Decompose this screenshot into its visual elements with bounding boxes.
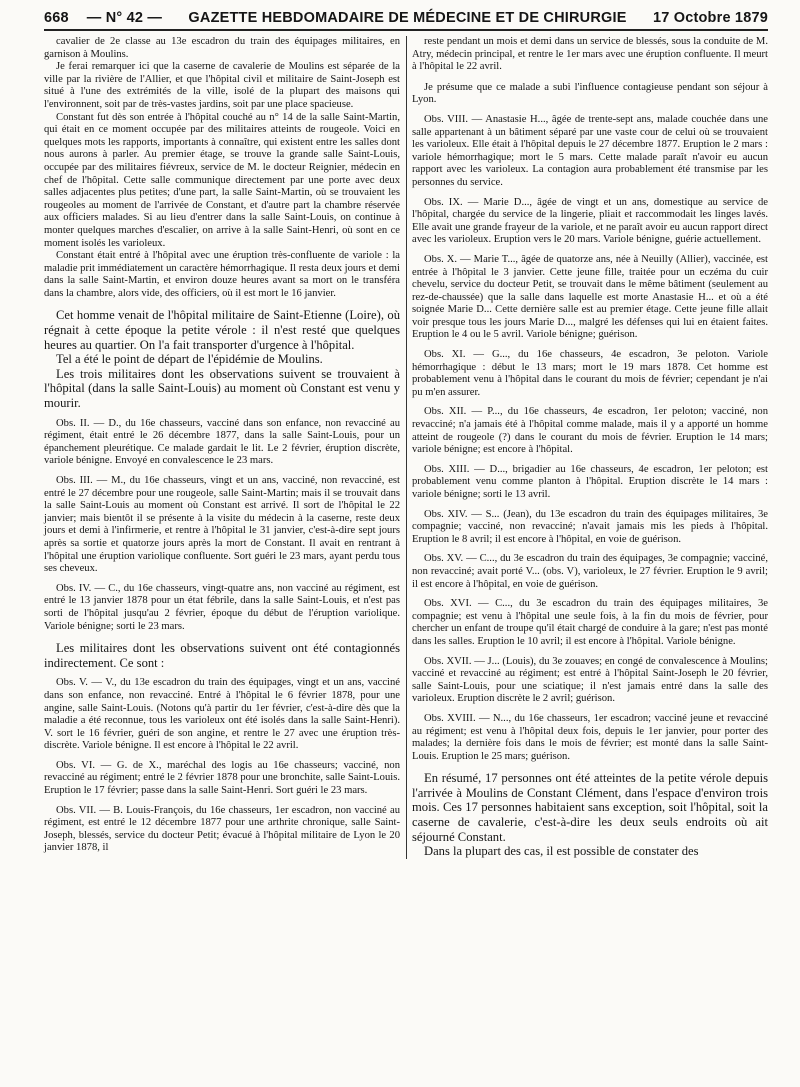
observation-paragraph: Obs. V. — V., du 13e escadron du train des équipages, vingt et un ans, vacciné dans son enfance, non revacciné. Entré à l'hôpital le 6 février 1878, pour une angine, salle Saint-Louis. (Notons qu'à partir du 1er février, c'est-à-dire dès que la maladie a été reconnue, tous les varioleux ont été isolés dans la salle Saint-Henri). V. sort le 16 février, guéri de son angine, et rentre le 27 avec une éruption très-discrète. Variole bénigne. Il est encore à l'hôpital le 22 avril. (44, 677, 400, 752)
observation-paragraph: Obs. III. — M., du 16e chasseurs, vingt et un ans, vacciné, non revacciné, est entré le 27 décembre pour une rougeole, salle Saint-Martin; mais il se trouvait dans la salle Saint-Louis au moment où Constant est arrivé. Il sort de l'hôpital le 22 janvier; mais bientôt il se présente à la visite du médecin à la caserne, reste deux jours et demi à l'infirmerie, et rentre à l'hôpital le 31 janvier, c'est-à-dire sept jours après sa sortie et quatorze jours après la mort de Constant. Il avait en rentrant à l'hôpital une éruption variolique confluente. Sort guéri le 23 mars, ayant perdu tous ses cheveux. (44, 475, 400, 575)
paragraph: Les trois militaires dont les observations suivent se trouvaient à l'hôpital (dans la salle Saint-Louis) au moment où Constant est venu y mourir. (44, 366, 400, 411)
paragraph: reste pendant un mois et demi dans un service de blessés, sous la conduite de M. Atry, médecin principal, et rentre le 1er mars avec une éruption confluente. Il meurt à l'hôpital le 22 avril. (412, 36, 768, 73)
paragraph: Dans la plupart des cas, il est possible de constater des (424, 844, 699, 859)
observation-paragraph: Obs. XVII. — J... (Louis), du 3e zouaves; en congé de convalescence à Moulins; vacciné et revacciné au régiment; est entré à l'hôpital Saint-Joseph le 20 février, salle Saint-Louis, pour une sciatique; il n'est jamais entré dans la salle des varioleux. Eruption discrète le 2 avril; guérison. (412, 655, 768, 705)
observation-paragraph: Obs. X. — Marie T..., âgée de quatorze ans, née à Neuilly (Allier), vaccinée, est entrée à l'hôpital le 3 janvier. Cette jeune fille, traitée pour un eczéma du cuir chevelu, service du docteur Petit, se trouvait dans le même bâtiment (seulement au rez-de-chaussée) que la salle dans laquelle est morte Anastasie H... et où a été soignée Marie D... Cette dernière salle est au premier étage. Cette jeune fille allait voir presque tous les jours Marie D..., malgré les défenses qui lui en étaient faites. Eruption le 4 ou le 5 avril. Variole bénigne; guérison. (412, 253, 768, 341)
observation-paragraph: Obs. XVIII. — N..., du 16e chasseurs, 1er escadron; vacciné jeune et revacciné au régiment; est venu à l'hôpital deux fois, depuis le 1er janvier, pour porter des malades; la dernière fois dans le mois de février; est monté dans la salle Saint-Louis. Eruption le 25 mars; guérison. (412, 712, 768, 762)
paragraph: Les militaires dont les observations suivent ont été contagionnés indirectement. Ce sont : (44, 641, 400, 670)
article-columns (44, 36, 768, 859)
paragraph: Constant fut dès son entrée à l'hôpital couché au n° 14 de la salle Saint-Martin, qui était en ce moment occupée par des militaires atteints de rougeole. Voici en quelques mots les rapports, importants à connaître, qui existent entre les salles dont nous aurons à parler. Au premier étage, se trouve la grande salle Saint-Louis, occupée par des militaires fiévreux, service de M. le docteur Reignier, médecin en chef de l'hôpital. Cette salle communique directement par une porte avec deux salles adjacentes plus petites; d'une part, la salle Saint-Martin, où se trouvaient les rougeoles au moment de l'arrivée de Constant, et d'autre part la chambre réservée aux officiers malades. Si au lieu d'entrer dans la salle Saint-Louis, on continue à monter quelques marches d'escalier, on arrive à la salle Saint-Henri, où sont en ce moment isolés les varioleux. (44, 111, 400, 249)
observation-paragraph: Obs. XIV. — S... (Jean), du 13e escadron du train des équipages militaires, 3e compagnie; vacciné, non revacciné; n'avait jamais mis les pieds à l'hôpital. Eruption le 8 avril; il est encore à l'hôpital, en voie de guérison. (412, 508, 768, 545)
paragraph: Je ferai remarquer ici que la caserne de cavalerie de Moulins est séparée de la ville par la rivière de l'Allier, et que l'hôpital civil et militaire de Saint-Joseph est situé à l'une des extrémités de la ville, isolé de la plupart des maisons qui l'environnent, soit par de très-vastes jardins, soit par une place spacieuse. (44, 61, 400, 110)
observation-paragraph: Obs. XII. — P..., du 16e chasseurs, 4e escadron, 1er peloton; vacciné, non revacciné; n'a jamais été à l'hôpital comme malade, mais il y a apporté un homme atteint de rougeole (?) dans le courant du mois de février. Eruption le 14 mars; variole bénigne; est encore à l'hôpital. (412, 406, 768, 456)
issue-number: — N° 42 — (86, 10, 163, 26)
observation-paragraph: Obs. VI. — G. de X., maréchal des logis au 16e chasseurs; vacciné, non revacciné au régiment; entré le 2 février 1878 pour une bronchite, salle Saint-Louis. Eruption le 17 février; passe dans la salle Saint-Henri. Sort guéri le 23 mars. (44, 759, 400, 797)
observation-paragraph: Obs. XVI. — C..., du 3e escadron du train des équipages militaires, 3e compagnie; est venu à l'hôpital une seule fois, à la fin du mois de février, pour chercher un enfant de troupe qu'il était chargé de conduire à la gare; n'est pas monté dans les salles. Eruption le 10 avril; il est encore à l'hôpital. Variole bénigne. (412, 598, 768, 647)
paragraph: Constant était entré à l'hôpital avec une éruption très-confluente de variole : la maladie prit immédiatement un caractère hémorrhagique. Il resta deux jours et demi dans la salle Saint-Martin, et environ douze heures avant sa mort on le transféra dans la chambre, alors vide, des officiers, où il est mort le 16 janvier. (44, 250, 400, 299)
observation-paragraph: Obs. XV. — C..., du 3e escadron du train des équipages, 3e compagnie; vacciné, non revacciné; avait porté V... (obs. V), varioleux, le 27 février. Eruption le 9 avril; il est encore à l'hôpital, en voie de guérison. (412, 553, 768, 590)
observation-paragraph: Obs. XIII. — D..., brigadier au 16e chasseurs, 4e escadron, 1er peloton; est probablement venu comme planton à l'hôpital. Eruption discrète le 14 mars : variole bénigne; sorti le 13 avril. (412, 463, 768, 500)
paragraph: Je présume que ce malade a subi l'influence contagieuse pendant son séjour à Lyon. (412, 81, 768, 106)
paragraph: Cet homme venait de l'hôpital militaire de Saint-Etienne (Loire), où régnait à cette époque la petite vérole : il n'est resté que quelques heures au quartier. On l'a fait transporter d'urgence à l'hôpital. (44, 308, 400, 352)
observation-paragraph: Obs. IV. — C., du 16e chasseurs, vingt-quatre ans, non vacciné au régiment, est entré le 13 janvier 1878 pour un état fébrile, dans la salle Saint-Louis, et n'est pas sorti de l'hôpital jusqu'au 2 février, époque du début de l'éruption variolique. Variole bénigne; sorti le 23 mars. (44, 582, 400, 632)
paragraph: En résumé, 17 personnes ont été atteintes de la petite vérole depuis l'arrivée à Moulins de Constant Clément, dans l'espace d'environ trois mois. Ces 17 personnes habitaient sans exception, soit l'hôpital, soit la caserne de cavalerie, c'est-à-dire les deux seuls endroits où ait séjourné Constant. (412, 771, 768, 844)
right-column (412, 36, 768, 859)
observation-paragraph: Obs. II. — D., du 16e chasseurs, vacciné dans son enfance, non revacciné au régiment, était entré le 26 décembre 1877, dans la salle Saint-Louis, pour un épanchement pleurétique. Ce malade gardait le lit. Le 2 février, éruption discrète, variole bénigne. Envoyé en convalescence le 23 mars. (44, 417, 400, 467)
paragraph: Tel a été le point de départ de l'épidémie de Moulins. (56, 352, 323, 367)
observation-paragraph: Obs. XI. — G..., du 16e chasseurs, 4e escadron, 3e peloton. Variole hémorrhagique : début le 13 mars; mort le 19 mars 1878. Cet homme est probablement venu à l'hôpital dans le courant du mois de février; cependant je n'ai pu m'en assurer. (412, 349, 768, 398)
journal-title: GAZETTE HEBDOMADAIRE DE MÉDECINE ET DE CHIRURGIE (188, 10, 627, 26)
paragraph: cavalier de 2e classe au 13e escadron du train des équipages militaires, en garnison à Moulins. (44, 36, 400, 60)
observation-paragraph: Obs. VII. — B. Louis-François, du 16e chasseurs, 1er escadron, non vacciné au régiment, est entré le 12 décembre 1877 pour une arthrite chronique, salle Saint-Joseph, blessés, service du docteur Petit; évacué à l'hôpital militaire de Lyon le 20 janvier 1878, il (44, 804, 400, 854)
left-column (44, 36, 400, 859)
page-number: 668 (44, 10, 69, 26)
observation-paragraph: Obs. VIII. — Anastasie H..., âgée de trente-sept ans, malade couchée dans une salle appartenant à un bâtiment séparé par une vaste cour de celui où se trouvaient les varioleux. Elle était à l'hôpital depuis le 27 décembre 1877. Eruption le 2 mars : variole hémorrhagique; mort le 5 mars. Cette malade paraît n'avoir eu aucun rapport avec les varioleux. La contagion aura probablement été transmise par les personnes du service. (412, 113, 768, 188)
issue-date: 17 Octobre 1879 (652, 10, 768, 26)
page-header (44, 10, 768, 31)
observation-paragraph: Obs. IX. — Marie D..., âgée de vingt et un ans, domestique au service de l'hôpital, chargée du service de la lingerie, pliait et raccommodait les linges lavés. Elle avait une grande frayeur de la variole, et ne paraît avoir eu aucun rapport direct avec les varioleux. Eruption vers le 20 mars. Variole bénigne, guérie actuellement. (412, 196, 768, 246)
